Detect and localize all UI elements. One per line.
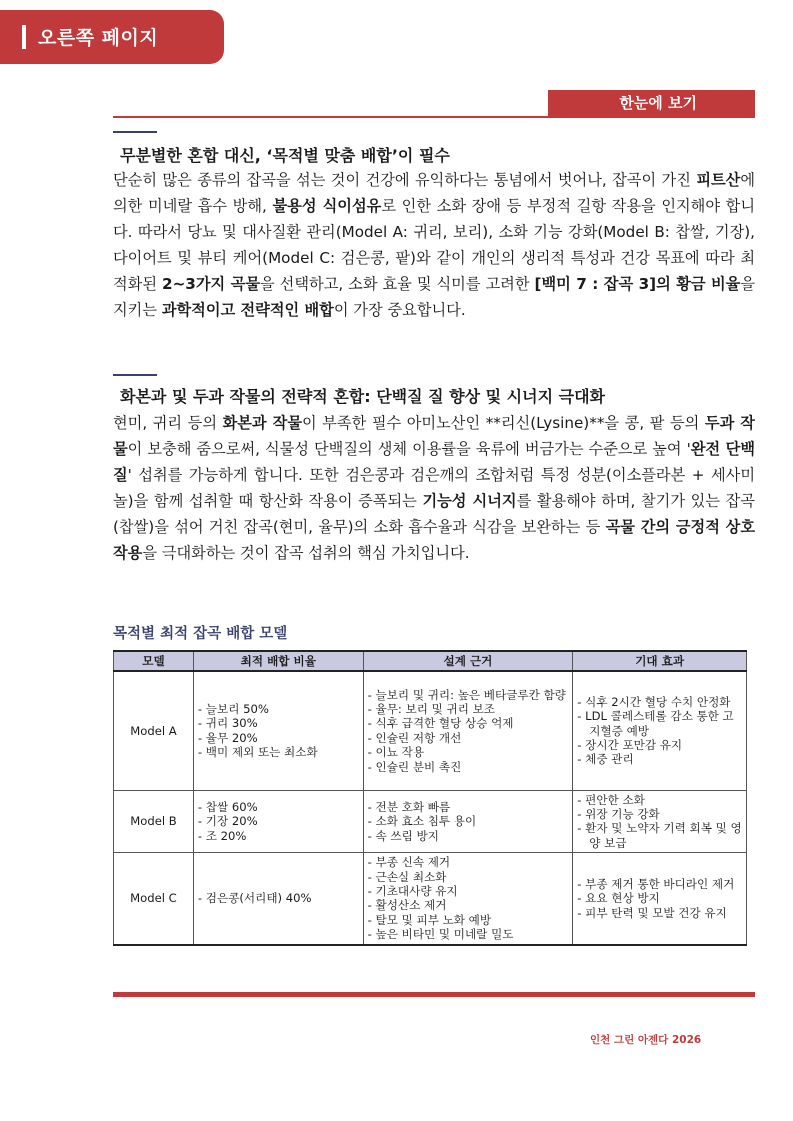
emphasis-text: 피트산 (696, 171, 741, 189)
emphasis-text: 두과 작물 (113, 414, 755, 458)
section2-title: 화본과 및 두과 작물의 전략적 혼합: 단백질 질 향상 및 시너지 극대화 (120, 387, 605, 406)
section2-paragraph (113, 410, 755, 566)
header-ratio: 최적 배합 비율 (193, 651, 363, 671)
ratio-list (198, 800, 359, 843)
list-item: - 탈모 및 피부 노화 예방 (368, 913, 569, 927)
list-item: - 찹쌀 60% (198, 800, 359, 814)
list-item: - 백미 제외 또는 최소화 (198, 745, 359, 759)
list-item: - 속 쓰림 방지 (368, 829, 569, 843)
list-item: - 피부 탄력 및 모발 건강 유지 (577, 906, 742, 920)
model-cell: Model A (114, 671, 194, 790)
ratio-list (198, 891, 359, 905)
body-text: 을 지키는 (113, 275, 756, 319)
body-text: 을 극대화하는 것이 잡곡 섭취의 핵심 가치입니다. (142, 544, 470, 562)
body-text: 를 활용해야 하며, 찰기가 있는 잡곡(찹쌀)을 섞어 거친 잡곡(현미, 율무)의 소화 흡수율과 식감을 보완하는 등 (113, 492, 755, 536)
table-title: 목적별 최적 잡곡 배합 모델 (113, 626, 288, 642)
basis-cell (363, 790, 573, 853)
effect-cell (573, 790, 747, 853)
section2-marker (113, 374, 157, 376)
emphasis-text: 2~3가지 곡물 (162, 275, 261, 293)
list-item: - 활성산소 제거 (368, 898, 569, 912)
list-item: - 요요 현상 방지 (577, 891, 742, 905)
ratio-cell (193, 853, 363, 945)
body-text: 이 가장 중요합니다. (333, 301, 466, 319)
list-item: - LDL 콜레스테롤 감소 통한 고지혈증 예방 (577, 709, 742, 738)
glance-banner: 한눈에 보기 (548, 90, 755, 116)
ratio-list (198, 702, 359, 760)
header-basis: 설계 근거 (363, 651, 573, 671)
section1-title: 무분별한 혼합 대신, ‘목적별 맞춤 배합’이 필수 (120, 146, 450, 165)
section1-marker (113, 131, 157, 133)
ratio-cell (193, 671, 363, 790)
effect-list (577, 877, 742, 920)
emphasis-text: 곡물 간의 긍정적 상호작용 (113, 518, 755, 562)
table-row (114, 790, 747, 853)
section1-paragraph (113, 167, 755, 323)
basis-list (368, 855, 569, 941)
body-text: 이 보충해 줌으로써, 식물성 단백질의 생체 이용률을 육류에 버금가는 수준으로 높여 ' (127, 440, 691, 458)
emphasis-text: 과학적이고 전략적인 배합 (161, 301, 334, 319)
list-item: - 귀리 30% (198, 716, 359, 730)
list-item: - 식후 2시간 혈당 수치 안정화 (577, 695, 742, 709)
emphasis-text: [백미 7 : 잡곡 3]의 황금 비율 (534, 275, 741, 293)
body-text: 현미, 귀리 등의 (113, 414, 223, 432)
list-item: - 소화 효소 침투 용이 (368, 814, 569, 828)
body-text: 이 부족한 필수 아미노산인 **리신(Lysine)**을 콩, 팥 등의 (302, 414, 705, 432)
emphasis-text: 완전 단백질 (113, 440, 755, 484)
list-item: - 전분 호화 빠름 (368, 800, 569, 814)
list-item: - 인슐린 분비 촉진 (368, 760, 569, 774)
list-item: - 편안한 소화 (577, 793, 742, 807)
ratio-cell (193, 790, 363, 853)
effect-cell (573, 671, 747, 790)
list-item: - 율무: 보리 및 귀리 보조 (368, 702, 569, 716)
table-row (114, 671, 747, 790)
list-item: - 기장 20% (198, 814, 359, 828)
emphasis-text: 기능성 시너지 (422, 492, 517, 510)
list-item: - 식후 급격한 혈당 상승 억제 (368, 716, 569, 730)
list-item: - 부종 신속 제거 (368, 855, 569, 869)
bottom-divider (113, 992, 755, 997)
list-item: - 근손실 최소화 (368, 870, 569, 884)
body-text: 로 인한 소화 장애 등 부정적 길항 작용을 인지해야 합니다. 따라서 당뇨 및 대사질환 관리(Model A: 귀리, 보리), 소화 기능 강화(Model B: 찹쌀, 기장), 다이어트 및 뷰티 케어(Model C: 검은콩, 팥)와 같이 개인의 생리적 특성과 건강 목표에 따라 최적화된 (113, 197, 755, 293)
list-item: - 조 20% (198, 829, 359, 843)
page-side-tab (0, 10, 224, 64)
blend-model-table (113, 650, 747, 946)
list-item: - 환자 및 노약자 기력 회복 및 영양 보급 (577, 821, 742, 850)
model-cell: Model C (114, 853, 194, 945)
header-model: 모델 (114, 651, 194, 671)
list-item: - 기초대사량 유지 (368, 884, 569, 898)
body-text: 을 선택하고, 소화 효율 및 식미를 고려한 (260, 275, 535, 293)
list-item: - 부종 제거 통한 바디라인 제거 (577, 877, 742, 891)
table-row (114, 853, 747, 945)
tab-accent-bar (22, 25, 26, 49)
body-text: ' 섭취를 가능하게 합니다. 또한 검은콩과 검은깨의 조합처럼 특정 성분(이소플라본 + 세사미놀)을 함께 섭취할 때 항산화 작용이 증폭되는 (113, 466, 755, 510)
tab-label: 오른쪽 페이지 (38, 27, 159, 49)
list-item: - 인슐린 저항 개선 (368, 731, 569, 745)
model-cell: Model B (114, 790, 194, 853)
header-effect: 기대 효과 (573, 651, 747, 671)
basis-list (368, 800, 569, 843)
basis-list (368, 688, 569, 774)
list-item: - 늘보리 50% (198, 702, 359, 716)
emphasis-text: 불용성 식이섬유 (272, 197, 382, 215)
basis-cell (363, 853, 573, 945)
list-item: - 높은 비타민 및 미네랄 밀도 (368, 927, 569, 941)
list-item: - 체중 관리 (577, 752, 742, 766)
list-item: - 검은콩(서리태) 40% (198, 891, 359, 905)
body-text: 에 의한 미네랄 흡수 방해, (113, 171, 755, 215)
effect-cell (573, 853, 747, 945)
list-item: - 율무 20% (198, 731, 359, 745)
table-header-row (114, 651, 747, 671)
list-item: - 늘보리 및 귀리: 높은 베타글루칸 함량 (368, 688, 569, 702)
effect-list (577, 695, 742, 767)
body-text: 단순히 많은 종류의 잡곡을 섞는 것이 건강에 유익하다는 통념에서 벗어나, 잡곡이 가진 (113, 171, 697, 189)
glance-divider (113, 116, 755, 118)
basis-cell (363, 671, 573, 790)
list-item: - 위장 기능 강화 (577, 807, 742, 821)
list-item: - 이뇨 작용 (368, 745, 569, 759)
emphasis-text: 화본과 작물 (222, 414, 302, 432)
effect-list (577, 793, 742, 851)
list-item: - 장시간 포만감 유지 (577, 738, 742, 752)
footer-text: 인천 그린 아젠다 2026 (590, 1034, 702, 1046)
